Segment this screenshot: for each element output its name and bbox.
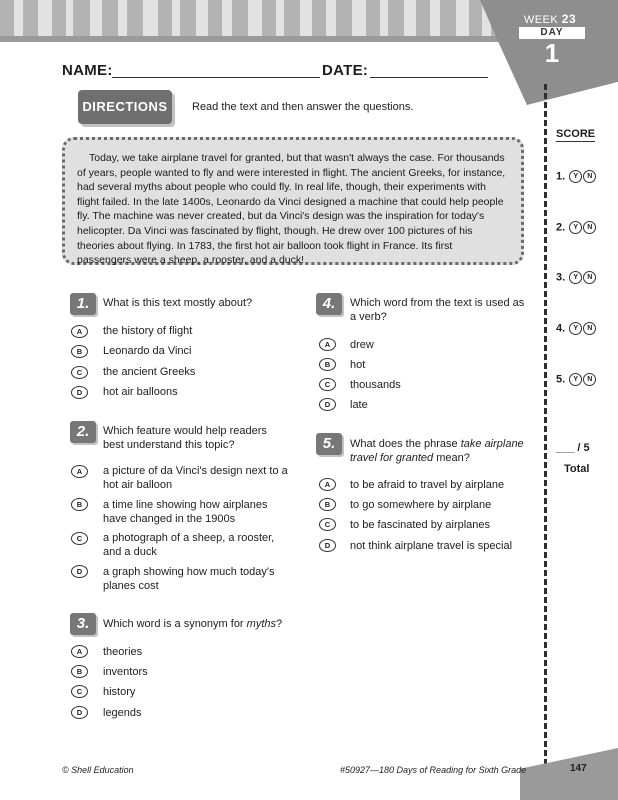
question-1-number: 1. bbox=[70, 293, 96, 315]
option-2d-text: a graph showing how much today's planes cost bbox=[103, 566, 275, 592]
score-no-3[interactable]: N bbox=[583, 271, 596, 284]
footer-book-title: #50927—180 Days of Reading for Sixth Grade bbox=[340, 765, 527, 775]
date-label: DATE: bbox=[322, 62, 369, 79]
score-heading: SCORE bbox=[556, 128, 596, 140]
score-row-2: 2. Y N bbox=[556, 221, 596, 234]
score-yes-3[interactable]: Y bbox=[569, 271, 582, 284]
option-5c-text: to be fascinated by airplanes bbox=[350, 519, 491, 531]
score-no-1[interactable]: N bbox=[583, 170, 596, 183]
option-5b-text: to go somewhere by airplane bbox=[350, 499, 492, 511]
option-2a-text: a picture of da Vinci's design next to a hot air balloon bbox=[103, 465, 288, 491]
option-bubble-3d[interactable]: D bbox=[71, 706, 88, 719]
option-2b-text: a time line showing how airplanes have changed in the 1900s bbox=[103, 499, 268, 525]
option-bubble-4b[interactable]: B bbox=[319, 358, 336, 371]
question-4-number: 4. bbox=[316, 293, 342, 315]
option-bubble-2c[interactable]: C bbox=[71, 532, 88, 545]
question-2-text: Which feature would help readers best understand this topic? bbox=[103, 425, 267, 451]
option-1a-text: the history of flight bbox=[103, 325, 193, 337]
option-4d-text: late bbox=[350, 399, 368, 411]
day-label: DAY bbox=[519, 27, 585, 39]
score-row-4: 4. Y N bbox=[556, 322, 596, 335]
option-4a-text: drew bbox=[350, 339, 374, 351]
question-4-text: Which word from the text is used as a verb? bbox=[350, 297, 525, 323]
name-label: NAME: bbox=[62, 62, 113, 79]
score-yes-1[interactable]: Y bbox=[569, 170, 582, 183]
option-bubble-4c[interactable]: C bbox=[319, 378, 336, 391]
option-bubble-2d[interactable]: D bbox=[71, 565, 88, 578]
score-yes-2[interactable]: Y bbox=[569, 221, 582, 234]
score-yes-5[interactable]: Y bbox=[569, 373, 582, 386]
question-1-text: What is this text mostly about? bbox=[103, 297, 253, 309]
day-number: 1 bbox=[544, 38, 560, 68]
week-label: WEEK 23 bbox=[523, 12, 577, 26]
option-bubble-3c[interactable]: C bbox=[71, 685, 88, 698]
score-row-3: 3. Y N bbox=[556, 271, 596, 284]
option-bubble-5c[interactable]: C bbox=[319, 518, 336, 531]
option-bubble-5d[interactable]: D bbox=[319, 539, 336, 552]
option-bubble-5a[interactable]: A bbox=[319, 478, 336, 491]
directions-text: Read the text and then answer the questions. bbox=[192, 101, 414, 113]
name-field[interactable] bbox=[112, 77, 320, 78]
option-1b-text: Leonardo da Vinci bbox=[103, 345, 192, 357]
score-no-5[interactable]: N bbox=[583, 373, 596, 386]
question-5-text: What does the phrase take airplane travel for granted mean? bbox=[350, 438, 524, 464]
top-banner-decoration bbox=[0, 0, 510, 42]
option-bubble-1d[interactable]: D bbox=[71, 386, 88, 399]
option-1d-text: hot air balloons bbox=[103, 386, 178, 398]
page-number: 147 bbox=[570, 763, 587, 774]
option-4c-text: thousands bbox=[350, 379, 401, 391]
score-no-4[interactable]: N bbox=[583, 322, 596, 335]
option-bubble-2b[interactable]: B bbox=[71, 498, 88, 511]
question-2-number: 2. bbox=[70, 421, 96, 443]
week-number: 23 bbox=[561, 12, 577, 26]
option-bubble-3b[interactable]: B bbox=[71, 665, 88, 678]
option-bubble-1c[interactable]: C bbox=[71, 366, 88, 379]
option-3b-text: inventors bbox=[103, 666, 148, 678]
score-total-label: Total bbox=[564, 463, 590, 475]
option-bubble-4a[interactable]: A bbox=[319, 338, 336, 351]
score-row-5: 5. Y N bbox=[556, 373, 596, 386]
option-3a-text: theories bbox=[103, 646, 143, 658]
option-4b-text: hot bbox=[350, 359, 366, 371]
score-column-divider bbox=[544, 84, 547, 774]
score-row-1: 1. Y N bbox=[556, 170, 596, 183]
option-1c-text: the ancient Greeks bbox=[103, 366, 196, 378]
option-bubble-1a[interactable]: A bbox=[71, 325, 88, 338]
date-field[interactable] bbox=[370, 77, 488, 78]
option-5d-text: not think airplane travel is special bbox=[350, 540, 513, 552]
option-3c-text: history bbox=[103, 686, 136, 698]
score-total-field[interactable]: ___ / 5 bbox=[556, 442, 590, 454]
score-no-2[interactable]: N bbox=[583, 221, 596, 234]
footer-corner-decoration bbox=[520, 748, 618, 800]
option-bubble-5b[interactable]: B bbox=[319, 498, 336, 511]
option-3d-text: legends bbox=[103, 707, 142, 719]
option-bubble-3a[interactable]: A bbox=[71, 645, 88, 658]
question-3-text: Which word is a synonym for myths? bbox=[103, 618, 283, 630]
option-5a-text: to be afraid to travel by airplane bbox=[350, 479, 505, 491]
directions-badge: DIRECTIONS bbox=[78, 90, 172, 124]
option-bubble-2a[interactable]: A bbox=[71, 465, 88, 478]
option-bubble-1b[interactable]: B bbox=[71, 345, 88, 358]
question-5-number: 5. bbox=[316, 433, 342, 455]
option-bubble-4d[interactable]: D bbox=[319, 398, 336, 411]
option-2c-text: a photograph of a sheep, a rooster, and a duck bbox=[103, 532, 275, 558]
question-3-number: 3. bbox=[70, 613, 96, 635]
footer-copyright: © Shell Education bbox=[62, 765, 134, 775]
score-yes-4[interactable]: Y bbox=[569, 322, 582, 335]
reading-passage: Today, we take airplane travel for granted, but that wasn't always the case. For thousands of years, people wanted to fly and were interested in flight. The ancient Greeks, for instance, had several myths about people who could fly. In real life, though, their experiments with flight failed. In the late 1400s, Leonardo da Vinci designed a machine that could help people fly. The machine was never created, but da Vinci's design was the inspiration for today's helicopter. Da Vinci was fascinated by flight, though. He drew over 100 pictures of his theories about flying. In 1783, the first hot air balloon took flight in France. Its first passengers were a sheep, a rooster, and a duck! bbox=[62, 137, 524, 265]
